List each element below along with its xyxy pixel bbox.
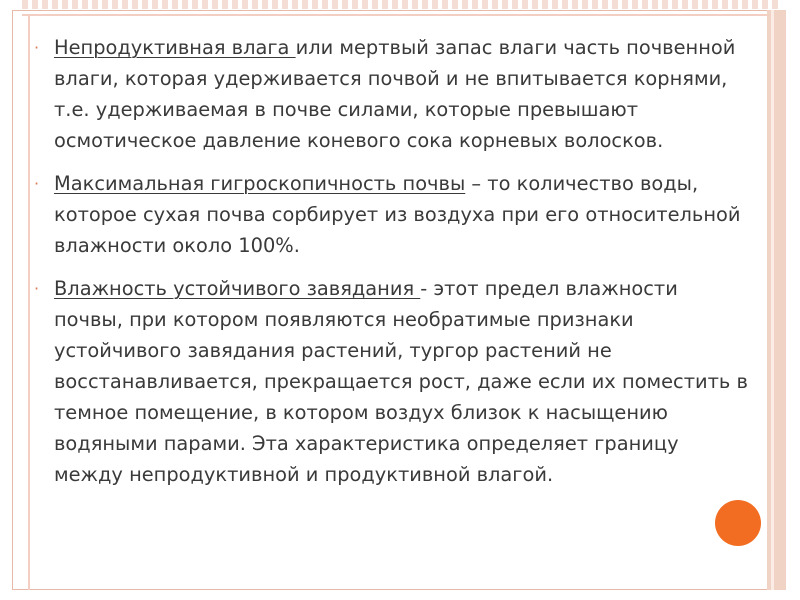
bullet-icon: ·: [34, 174, 40, 193]
orange-circle-decoration: [715, 500, 761, 546]
right-decorative-stripe: [771, 10, 774, 590]
bullet-icon: ·: [34, 38, 40, 57]
term-unproductive-moisture: Непродуктивная влага: [54, 36, 296, 59]
top-decorative-band: [22, 0, 778, 9]
top-divider-line: [22, 14, 778, 16]
slide-content: [34, 32, 750, 502]
right-decorative-band: [767, 10, 786, 590]
bullet-item-unproductive-moisture: [34, 32, 750, 156]
definition-unproductive-moisture: или мертвый запас влаги часть почвенной влаги, которая удерживается почвой и не впитывается корнями, т.е. удерживаемая в почве силами, которые превышают осмотическое давление коневого сока корневых волосков.: [54, 36, 736, 152]
bullet-icon: ·: [34, 279, 40, 298]
term-max-hygroscopicity: Максимальная гигроскопичность почвы: [54, 172, 466, 195]
bullet-item-wilting-point: [34, 273, 750, 490]
definition-max-hygroscopicity: – то количество воды, которое сухая почва сорбирует из воздуха при его относительной влажности около 100%.: [54, 172, 741, 257]
term-wilting-point: Влажность устойчивого завядания: [54, 277, 421, 300]
definition-wilting-point: - этот предел влажности почвы, при котором появляются необратимые признаки устойчивого завядания растений, тургор растений не восстанавливается, прекращается рост, даже если их поместить в темное помещение, в котором воздух близок к насыщению водяными парами. Эта характеристика определяет границу между непродуктивной и продуктивной влагой.: [54, 277, 748, 486]
left-divider-line: [28, 14, 30, 590]
bullet-item-max-hygroscopicity: [34, 168, 750, 261]
